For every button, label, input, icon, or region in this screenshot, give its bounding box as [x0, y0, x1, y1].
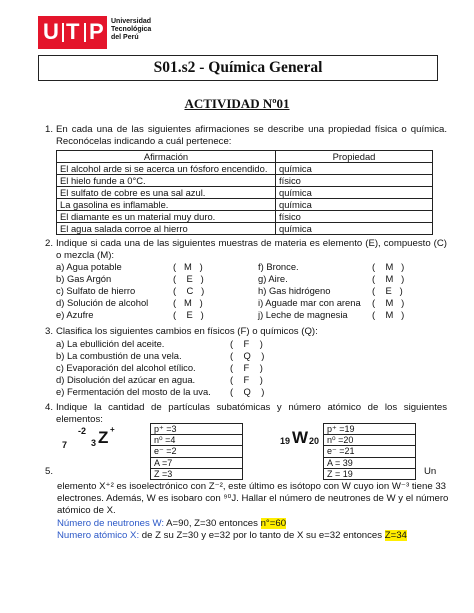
text-line: atómico de X.: [57, 505, 116, 516]
answer-neutrons: [57, 518, 286, 529]
answer-atomic-number: [57, 530, 407, 541]
question-1: [45, 124, 447, 148]
list-item: j) Leche de magnesia: [258, 309, 348, 320]
w-atomic-number: 19: [280, 436, 291, 446]
answer-value: F: [243, 338, 250, 349]
table-cell: La gasolina es inflamable.: [57, 199, 276, 211]
table-cell: química: [276, 187, 433, 199]
answer-slot: ( Q ): [230, 350, 265, 361]
question-text: Indique la cantidad de partículas subatómicas y número atómico de los siguientes elementos:: [56, 402, 447, 425]
table-row: [57, 187, 433, 199]
logo-divider: [84, 23, 86, 42]
table-cell: El hielo funde a 0°C.: [57, 175, 276, 187]
question-number: 2.: [45, 238, 54, 249]
answer-highlight: n°=60: [260, 518, 287, 529]
z-symbol: Z: [98, 428, 109, 447]
answer-slot: ( E ): [173, 309, 204, 320]
table-cell: El alcohol arde si se acerca un fósforo encendido.: [57, 163, 276, 175]
answer-slot: ( E ): [173, 273, 204, 284]
answer-value: F: [243, 362, 250, 373]
answer-value: F: [243, 374, 250, 385]
table-header: Propiedad: [276, 151, 433, 163]
answer-slot: ( F ): [230, 338, 263, 349]
answer-value: M: [183, 297, 192, 308]
table-cell: n⁰ =4: [151, 435, 243, 446]
text-line: elemento X⁺² es isoelectrónico con Z⁻², este último es isótopo con W cuyo ion W⁻³ tiene 33: [57, 481, 446, 492]
table-cell: Z = 19: [324, 468, 416, 479]
list-item: e) Azufre: [56, 309, 94, 320]
list-item: h) Gas hidrógeno: [258, 285, 331, 296]
answer-value: E: [385, 285, 392, 296]
question-text: Clasifica los siguientes cambios en físicos (F) o químicos (Q):: [56, 326, 318, 337]
table-cell: físico: [276, 175, 433, 187]
list-item: d) Disolución del azúcar en agua.: [56, 374, 196, 385]
logo-text: [111, 18, 151, 42]
table-row: [57, 211, 433, 223]
answer-value: C: [186, 285, 194, 296]
answer-slot: ( M ): [372, 261, 405, 272]
question-number: 1.: [45, 124, 54, 135]
answer-value: M: [385, 273, 394, 284]
logo-divider: [62, 23, 64, 42]
list-item: g) Aire.: [258, 273, 288, 284]
logo-line: Universidad: [111, 18, 152, 25]
table-row: [57, 175, 433, 187]
logo-letter-u: U: [43, 19, 59, 44]
activity-heading: ACTIVIDAD Nº01: [184, 96, 290, 111]
answer-slot: ( M ): [173, 297, 203, 308]
list-item: b) La combustión de una vela.: [56, 350, 182, 361]
z-atomic-number: 3: [91, 438, 97, 448]
page-title: S01.s2 - Química General: [153, 59, 323, 76]
z-charge: -2: [78, 426, 87, 436]
table-cell: química: [276, 163, 433, 175]
list-item: c) Evaporación del alcohol etílico.: [56, 362, 196, 373]
q3-items: [56, 338, 356, 398]
list-item: e) Fermentación del mosto de la uva.: [56, 386, 211, 397]
z-particles-table: [150, 423, 243, 480]
table-cell: química: [276, 199, 433, 211]
answer-value: Q: [243, 350, 251, 361]
logo-line: Tecnológica: [111, 26, 152, 33]
table-cell: A =7: [151, 457, 243, 468]
list-item: f) Bronce.: [258, 261, 299, 272]
table-row: [57, 199, 433, 211]
table-cell: físico: [276, 211, 433, 223]
answer-value: M: [385, 297, 394, 308]
table-cell: p⁺ =3: [151, 424, 243, 435]
question-text: En cada una de las siguientes afirmaciones se describe una propiedad física o química. Reconócelas indicando a cuál pertenece:: [56, 124, 447, 147]
table-cell: e⁻ =21: [324, 446, 416, 457]
question-number: 3.: [45, 326, 54, 337]
table-row: [57, 223, 433, 235]
list-item: a) La ebullición del aceite.: [56, 338, 165, 349]
answer-slot: ( F ): [230, 362, 263, 373]
table-cell: química: [276, 223, 433, 235]
table-cell: El diamante es un material muy duro.: [57, 211, 276, 223]
answer-slot: ( C ): [173, 285, 205, 296]
question-5-number: 5.: [45, 466, 54, 477]
list-item: b) Gas Argón: [56, 273, 112, 284]
table-row: [57, 163, 433, 175]
answer-text: A=90, Z=30 entonces: [166, 518, 258, 529]
list-item: a) Agua potable: [56, 261, 122, 272]
answer-value: M: [385, 309, 394, 320]
list-item: c) Sulfato de hierro: [56, 285, 136, 296]
answer-slot: ( E ): [372, 285, 403, 296]
answer-slot: ( F ): [230, 374, 263, 385]
w-particles-table: [323, 423, 416, 480]
text-line: electrones. Además, W es isobaro con ⁹⁰J. Hallar el número de neutrones de W y el número: [57, 493, 449, 504]
q2-items: [56, 261, 456, 321]
answer-label: Numero atómico X:: [57, 530, 140, 541]
question-5-text: [57, 481, 449, 517]
w-symbol: W: [292, 428, 309, 447]
question-number: 4.: [45, 402, 54, 413]
z-mass-number: 7: [62, 440, 68, 450]
question-text: Indique si cada una de las siguientes muestras de materia es elemento (E), compuesto (C) o mezcla (M):: [56, 238, 447, 261]
table-cell: p⁺ =19: [324, 424, 416, 435]
logo-letter-t: T: [66, 19, 80, 44]
answer-value: M: [183, 261, 192, 272]
answer-slot: ( M ): [372, 273, 405, 284]
properties-table: [56, 150, 433, 235]
table-header: Afirmación: [57, 151, 276, 163]
answer-slot: ( M ): [372, 297, 405, 308]
answer-slot: ( M ): [173, 261, 203, 272]
list-item: d) Solución de alcohol: [56, 297, 149, 308]
w-mass-number: 20: [309, 436, 320, 446]
table-cell: El agua salada corroe al hierro: [57, 223, 276, 235]
question-5-trail: Un: [424, 466, 437, 477]
answer-value: M: [385, 261, 394, 272]
table-cell: Z =3: [151, 468, 243, 479]
title-box: [38, 55, 438, 81]
list-item: i) Aguade mar con arena: [258, 297, 361, 308]
answer-highlight: Z=34: [384, 530, 407, 541]
answer-value: Q: [243, 386, 251, 397]
question-2: [45, 238, 447, 262]
table-cell: e⁻ =2: [151, 446, 243, 457]
logo-letter-p: P: [89, 19, 104, 44]
answer-label: Número de neutrones W:: [57, 518, 165, 529]
answer-slot: ( M ): [372, 309, 405, 320]
table-cell: n⁰ =20: [324, 435, 416, 446]
table-cell: El sulfato de cobre es una sal azul.: [57, 187, 276, 199]
table-cell: A = 39: [324, 457, 416, 468]
answer-text: de Z su Z=30 y e=32 por lo tanto de X su e=32 entonces: [141, 530, 383, 541]
answer-value: E: [186, 309, 193, 320]
answer-value: E: [186, 273, 193, 284]
z-superscript: +: [110, 425, 115, 434]
logo-line: del Perú: [111, 34, 139, 41]
utp-logo: [38, 16, 107, 49]
answer-slot: ( Q ): [230, 386, 265, 397]
question-3: [45, 326, 447, 338]
